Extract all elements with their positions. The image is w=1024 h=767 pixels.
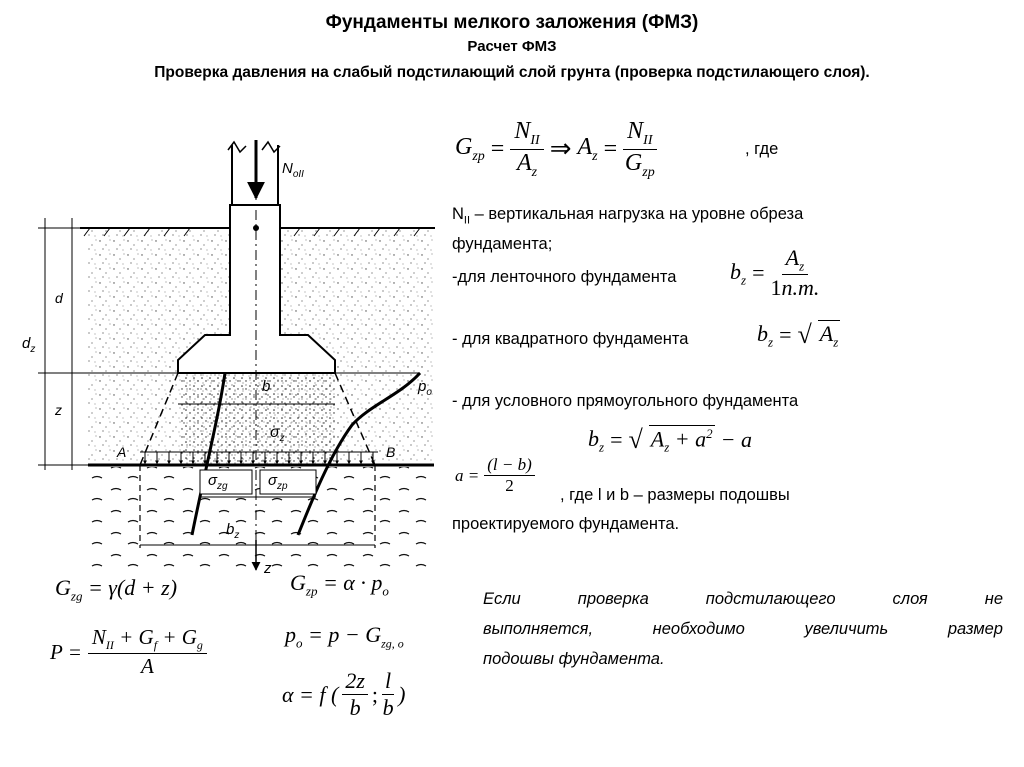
gzp-formula: $G_{zp} = \alpha \cdot p_o$ <box>290 570 389 599</box>
page-subtitle: Расчет ФМЗ <box>467 38 557 55</box>
gzg-formula: $G_{zg} = \gamma(d + z)$ <box>55 575 178 604</box>
label-sigma-zp: $\sigma_{zp}$ <box>268 472 288 492</box>
a-description-cont: проектируемого фундамента. <box>452 515 680 533</box>
rect-formula: $b_z$ = √ $A_z + a^2$ − a <box>588 425 752 455</box>
label-z-axis: z <box>264 560 272 577</box>
label-z: z <box>55 402 62 418</box>
p-formula: P = $N_{II} + G_f + G_g$ A <box>50 625 207 679</box>
label-d: d <box>55 290 63 306</box>
page-title: Фундаменты мелкого заложения (ФМЗ) <box>325 12 699 33</box>
square-formula: $b_z$ = √ $A_z$ <box>757 320 839 350</box>
label-dz: $d_z$ <box>22 335 36 355</box>
square-foundation-label: - для квадратного фундамента <box>452 330 689 348</box>
nii-description-cont: фундамента; <box>452 235 553 253</box>
strip-formula: $b_z$ = $\frac{A_z}{1n.m.}$ <box>730 245 820 301</box>
label-b: b <box>262 378 271 395</box>
note-line-2: выполняется, необходимо увеличить размер <box>483 620 1003 638</box>
where-text: , где <box>745 140 779 158</box>
note-line-3: подошвы фундамента. <box>483 650 665 668</box>
rect-foundation-label: - для условного прямоугольного фундамента <box>452 392 799 410</box>
label-B: B <box>386 444 396 460</box>
label-A: A <box>117 444 127 460</box>
section-title: Проверка давления на слабый подстилающий слой грунта (проверка подстилающего слоя). <box>154 64 870 81</box>
note-line-1: Если проверка подстилающего слоя не <box>483 590 1003 608</box>
alpha-formula: α = f ( 2z b ; l b ) <box>282 668 406 720</box>
main-formula: $G_{zp}$ = $N_{II}$ $A_z$ ⇒ $A_z$ = $N_{II}$ $G_{zp}$ <box>455 118 655 180</box>
label-n: $N_{oII}$ <box>282 160 304 180</box>
po-formula: $p_o = p - G_{zg, o}$ <box>285 622 404 651</box>
axis-point <box>253 225 259 231</box>
label-sigma-zg: $\sigma_{zg}$ <box>208 472 228 492</box>
label-po: $p_o$ <box>418 378 432 398</box>
label-bz: $b_z$ <box>226 521 240 541</box>
a-formula: a = $\frac{(l - b)}{2}$ <box>455 455 535 496</box>
nii-description: $N_{II}$ – вертикальная нагрузка на уровне обреза <box>452 205 804 227</box>
a-description: , где l и b – размеры подошвы <box>560 486 790 504</box>
strip-foundation-label: -для ленточного фундамента <box>452 268 677 286</box>
label-sigma-z: $\sigma_z$ <box>270 424 285 445</box>
compacted-zone <box>180 373 335 465</box>
